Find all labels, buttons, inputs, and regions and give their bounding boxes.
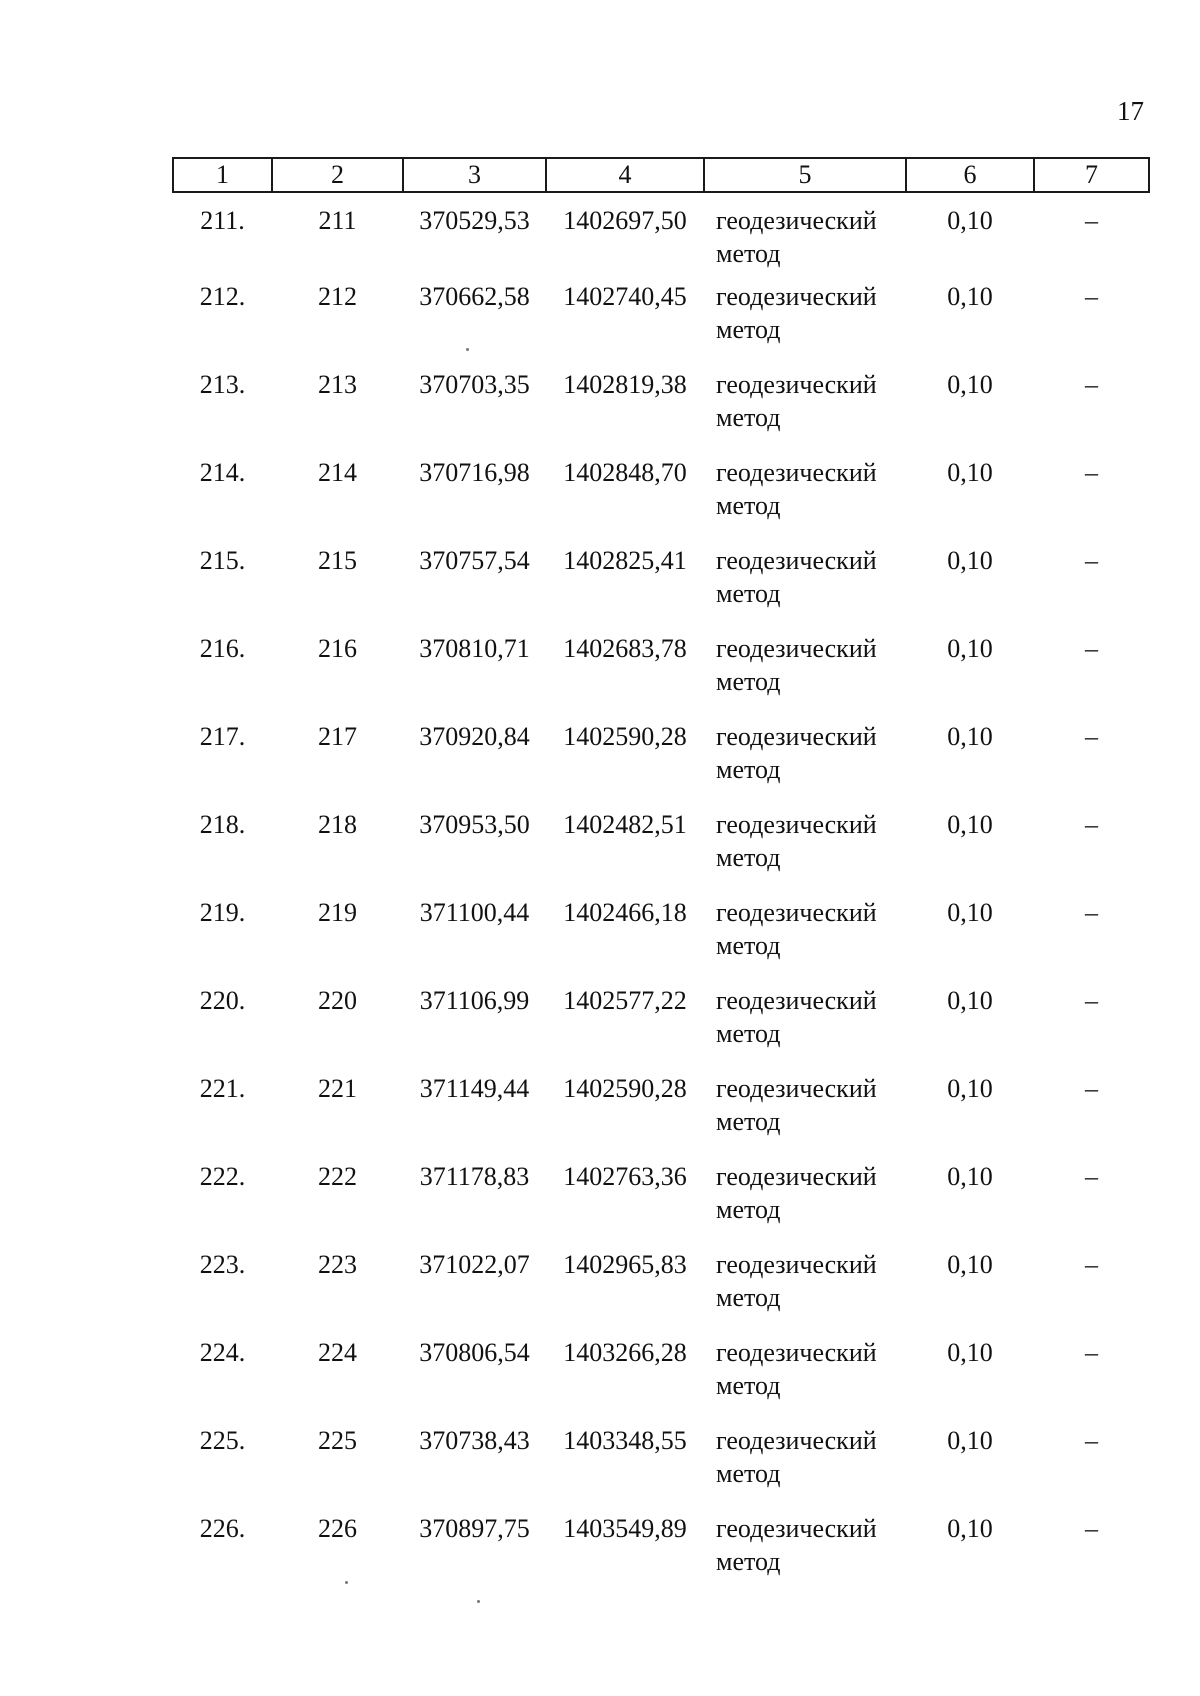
accuracy-value: 0,10 <box>947 1074 993 1103</box>
accuracy-value: 0,10 <box>947 206 993 235</box>
point-id: 217 <box>318 722 357 751</box>
method-line-2: метод <box>716 1371 781 1400</box>
note-value: – <box>1085 282 1098 311</box>
row-number: 213. <box>199 370 246 399</box>
method-line-1: геодезический <box>716 722 877 751</box>
coord-y: 1402763,36 <box>563 1162 687 1191</box>
method-line-1: геодезический <box>716 986 877 1015</box>
row-number: 223. <box>199 1250 246 1279</box>
row-number: 218. <box>199 810 246 839</box>
accuracy-value: 0,10 <box>947 458 993 487</box>
row-number: 219. <box>199 898 246 927</box>
point-id: 214 <box>318 458 357 487</box>
table-row <box>173 192 1149 280</box>
point-id: 226 <box>318 1514 357 1543</box>
note-value: – <box>1085 1074 1098 1103</box>
coord-y: 1402482,51 <box>563 810 687 839</box>
row-number: 221. <box>199 1074 246 1103</box>
page-number: 17 <box>1117 96 1144 126</box>
row-number: 224. <box>199 1338 246 1367</box>
header-col-2: 2 <box>272 158 403 192</box>
row-number: 211. <box>200 206 245 235</box>
note-value: – <box>1085 458 1098 487</box>
accuracy-value: 0,10 <box>947 898 993 927</box>
method-line-1: геодезический <box>716 1074 877 1103</box>
method-line-2: метод <box>716 239 781 268</box>
method-cell <box>704 368 906 456</box>
method-cell <box>704 280 906 368</box>
row-number: 220. <box>199 986 246 1015</box>
header-col-3: 3 <box>403 158 546 192</box>
method-line-2: метод <box>716 1107 781 1136</box>
point-id: 219 <box>318 898 357 927</box>
point-id: 221 <box>318 1074 357 1103</box>
note-value: – <box>1085 1162 1098 1191</box>
coord-x: 371022,07 <box>419 1250 530 1279</box>
table-row <box>173 984 1149 1072</box>
coord-y: 1402819,38 <box>563 370 687 399</box>
point-id: 218 <box>318 810 357 839</box>
method-line-2: метод <box>716 1195 781 1224</box>
method-line-2: метод <box>716 1547 781 1576</box>
table-row <box>173 1248 1149 1336</box>
method-line-1: геодезический <box>716 1162 877 1191</box>
method-cell <box>704 1424 906 1512</box>
method-line-2: метод <box>716 755 781 784</box>
note-value: – <box>1085 1338 1098 1367</box>
accuracy-value: 0,10 <box>947 722 993 751</box>
method-line-2: метод <box>716 579 781 608</box>
coord-y: 1402590,28 <box>563 1074 687 1103</box>
method-cell <box>704 1160 906 1248</box>
table-row <box>173 1512 1149 1600</box>
scan-speck <box>466 348 469 351</box>
method-line-2: метод <box>716 1283 781 1312</box>
accuracy-value: 0,10 <box>947 1338 993 1367</box>
method-line-2: метод <box>716 315 781 344</box>
method-cell <box>704 1512 906 1600</box>
coord-x: 370806,54 <box>419 1338 530 1367</box>
method-line-1: геодезический <box>716 1426 877 1455</box>
coord-y: 1402590,28 <box>563 722 687 751</box>
method-line-1: геодезический <box>716 1514 877 1543</box>
method-cell <box>704 720 906 808</box>
coord-x: 370757,54 <box>419 546 530 575</box>
note-value: – <box>1085 810 1098 839</box>
point-id: 222 <box>318 1162 357 1191</box>
note-value: – <box>1085 634 1098 663</box>
coord-x: 371178,83 <box>419 1162 530 1191</box>
table-row <box>173 544 1149 632</box>
coord-y: 1403348,55 <box>563 1426 687 1455</box>
note-value: – <box>1085 1250 1098 1279</box>
method-line-2: метод <box>716 1019 781 1048</box>
note-value: – <box>1085 898 1098 927</box>
accuracy-value: 0,10 <box>947 282 993 311</box>
table-row <box>173 720 1149 808</box>
point-id: 225 <box>318 1426 357 1455</box>
note-value: – <box>1085 722 1098 751</box>
method-line-1: геодезический <box>716 546 877 575</box>
row-number: 225. <box>199 1426 246 1455</box>
accuracy-value: 0,10 <box>947 986 993 1015</box>
method-line-1: геодезический <box>716 810 877 839</box>
method-line-1: геодезический <box>716 370 877 399</box>
method-cell <box>704 544 906 632</box>
header-col-5: 5 <box>704 158 906 192</box>
coord-x: 370716,98 <box>419 458 530 487</box>
accuracy-value: 0,10 <box>947 1250 993 1279</box>
accuracy-value: 0,10 <box>947 546 993 575</box>
coord-y: 1402577,22 <box>563 986 687 1015</box>
method-line-2: метод <box>716 931 781 960</box>
coordinates-table <box>172 157 1150 1600</box>
table-row <box>173 1160 1149 1248</box>
coord-y: 1402466,18 <box>563 898 687 927</box>
method-cell <box>704 896 906 984</box>
method-cell <box>704 456 906 544</box>
method-line-2: метод <box>716 1459 781 1488</box>
method-cell <box>704 1248 906 1336</box>
coord-x: 370662,58 <box>419 282 530 311</box>
coord-y: 1402965,83 <box>563 1250 687 1279</box>
point-id: 213 <box>318 370 357 399</box>
coord-x: 371100,44 <box>419 898 530 927</box>
row-number: 216. <box>199 634 246 663</box>
table-row <box>173 896 1149 984</box>
point-id: 220 <box>318 986 357 1015</box>
accuracy-value: 0,10 <box>947 1426 993 1455</box>
coord-x: 370703,35 <box>419 370 530 399</box>
point-id: 212 <box>318 282 357 311</box>
note-value: – <box>1085 546 1098 575</box>
method-cell <box>704 808 906 896</box>
method-line-1: геодезический <box>716 458 877 487</box>
coord-y: 1402697,50 <box>563 206 687 235</box>
coord-x: 370920,84 <box>419 722 530 751</box>
method-line-1: геодезический <box>716 634 877 663</box>
method-line-1: геодезический <box>716 898 877 927</box>
point-id: 224 <box>318 1338 357 1367</box>
note-value: – <box>1085 1426 1098 1455</box>
coord-y: 1402683,78 <box>563 634 687 663</box>
header-col-4: 4 <box>546 158 704 192</box>
table-body <box>173 192 1149 1600</box>
method-line-1: геодезический <box>716 206 877 235</box>
method-cell <box>704 1336 906 1424</box>
point-id: 223 <box>318 1250 357 1279</box>
method-cell <box>704 984 906 1072</box>
accuracy-value: 0,10 <box>947 634 993 663</box>
method-line-1: геодезический <box>716 282 877 311</box>
scan-speck <box>345 1581 348 1584</box>
method-line-2: метод <box>716 667 781 696</box>
method-line-2: метод <box>716 403 781 432</box>
coord-x: 370738,43 <box>419 1426 530 1455</box>
row-number: 217. <box>199 722 246 751</box>
point-id: 211 <box>318 206 357 235</box>
table-row <box>173 368 1149 456</box>
table-row <box>173 1072 1149 1160</box>
header-col-1: 1 <box>173 158 272 192</box>
coord-y: 1403549,89 <box>563 1514 687 1543</box>
point-id: 215 <box>318 546 357 575</box>
row-number: 214. <box>199 458 246 487</box>
note-value: – <box>1085 206 1098 235</box>
method-cell <box>704 1072 906 1160</box>
method-line-1: геодезический <box>716 1338 877 1367</box>
accuracy-value: 0,10 <box>947 1514 993 1543</box>
table-row <box>173 808 1149 896</box>
table-row <box>173 1424 1149 1512</box>
table-row <box>173 280 1149 368</box>
coord-x: 370953,50 <box>419 810 530 839</box>
table-row <box>173 632 1149 720</box>
accuracy-value: 0,10 <box>947 370 993 399</box>
coord-x: 370897,75 <box>419 1514 530 1543</box>
method-cell <box>704 192 906 280</box>
method-line-2: метод <box>716 491 781 520</box>
method-line-2: метод <box>716 843 781 872</box>
note-value: – <box>1085 986 1098 1015</box>
row-number: 222. <box>199 1162 246 1191</box>
coord-y: 1403266,28 <box>563 1338 687 1367</box>
row-number: 215. <box>199 546 246 575</box>
coord-y: 1402740,45 <box>563 282 687 311</box>
coord-x: 370810,71 <box>419 634 530 663</box>
table-row <box>173 1336 1149 1424</box>
row-number: 212. <box>199 282 246 311</box>
coord-x: 371106,99 <box>419 986 530 1015</box>
coord-x: 370529,53 <box>419 206 530 235</box>
header-row <box>173 158 1149 192</box>
method-cell <box>704 632 906 720</box>
method-line-1: геодезический <box>716 1250 877 1279</box>
point-id: 216 <box>318 634 357 663</box>
header-col-6: 6 <box>906 158 1034 192</box>
note-value: – <box>1085 370 1098 399</box>
accuracy-value: 0,10 <box>947 810 993 839</box>
coord-x: 371149,44 <box>419 1074 530 1103</box>
coord-y: 1402848,70 <box>563 458 687 487</box>
row-number: 226. <box>199 1514 246 1543</box>
scan-speck <box>477 1600 480 1603</box>
header-col-7: 7 <box>1034 158 1149 192</box>
accuracy-value: 0,10 <box>947 1162 993 1191</box>
coord-y: 1402825,41 <box>563 546 687 575</box>
table-row <box>173 456 1149 544</box>
note-value: – <box>1085 1514 1098 1543</box>
